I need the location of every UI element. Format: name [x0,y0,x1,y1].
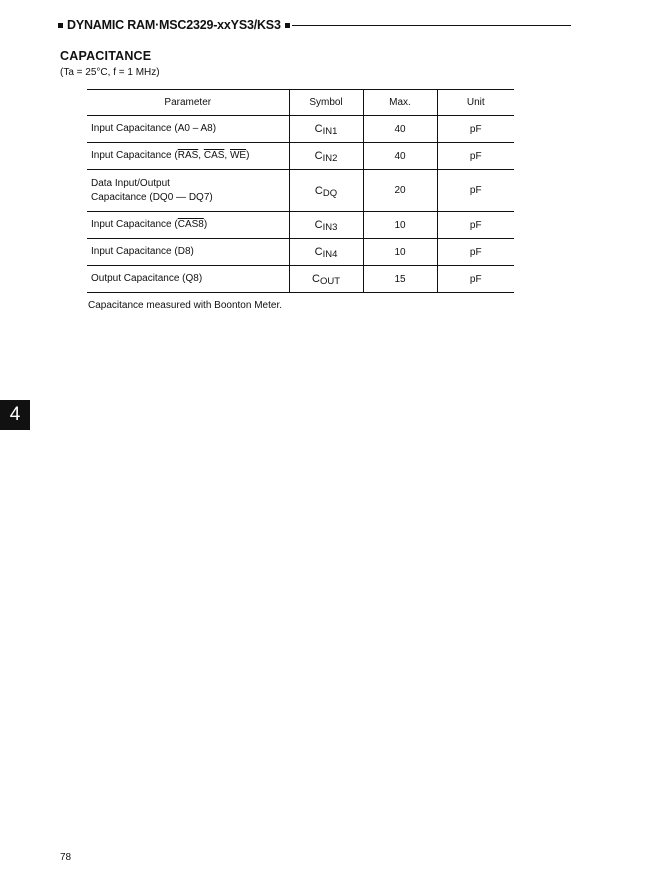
symbol-cell [289,143,363,170]
param-cell [87,266,289,293]
param-text: Input Capacitance ( [91,219,178,230]
bullet-square-icon [58,23,63,28]
signal-we: $\overline{WE}$ [229,150,247,161]
param-text: Input Capacitance (D8) [91,246,194,257]
param-text: Input Capacitance (A0 – A8) [91,123,217,134]
param-cell [87,143,289,170]
unit-cell: pF [437,239,514,266]
col-header-unit: Unit [437,90,514,116]
param-text: Input Capacitance ( [91,150,178,161]
symbol-cell [289,212,363,239]
param-text-suffix: ) [203,219,208,230]
header-rule [292,25,571,26]
param-text: Output Capacitance (Q8) [91,273,203,284]
param-cell [87,239,289,266]
symbol-base: C [314,246,323,258]
symbol-base: C [314,150,323,162]
max-cell: 40 [363,143,437,170]
param-line-2: Capacitance (DQ0 — DQ7) [91,191,213,203]
signal-cas: $\overline{CAS}$ [203,150,225,161]
signal-ras: $\overline{RAS}$ [177,150,199,161]
symbol-cell [289,239,363,266]
col-header-symbol: Symbol [289,90,363,116]
col-header-parameter: Parameter [164,97,212,108]
max-cell: 20 [363,170,437,212]
table-row [87,212,514,239]
unit-cell: pF [437,116,514,143]
section-tab-marker: 4 [0,400,30,430]
signal-cas8: CAS8 [177,219,204,230]
symbol-cell [289,266,363,293]
table-row [87,116,514,143]
param-text-suffix: ) [246,150,250,161]
param-separator: , [224,150,230,161]
table-footnote: Capacitance measured with Boonton Meter. [88,300,282,311]
max-cell: 15 [363,266,437,293]
param-cell [87,212,289,239]
unit-cell: pF [437,143,514,170]
symbol-base: C [314,123,323,135]
max-cell: 10 [363,239,437,266]
symbol-base: C [311,273,320,285]
symbol-cell [289,170,363,212]
table-row [87,266,514,293]
table-header-row [87,90,514,116]
table-row [87,239,514,266]
unit-cell: pF [437,266,514,293]
page-number: 78 [60,852,72,863]
max-cell: 40 [363,116,437,143]
param-cell [87,170,289,212]
unit-cell: pF [437,212,514,239]
table-row [87,170,514,212]
test-conditions: (Ta = 25°C, f = 1 MHz) [60,67,160,78]
table-row [87,143,514,170]
bullet-square-icon [285,23,290,28]
symbol-subscript: IN1 [322,126,338,137]
max-cell: 10 [363,212,437,239]
unit-cell: pF [437,170,514,212]
symbol-base: C [314,219,323,231]
param-line-1: Data Input/Output [91,177,170,189]
symbol-subscript: IN4 [322,249,338,260]
capacitance-table [87,89,514,293]
param-separator: , [198,150,204,161]
symbol-base: C [314,184,323,197]
col-header-max: Max. [363,90,437,116]
param-cell [87,116,289,143]
symbol-subscript: OUT [319,276,340,287]
section-title: CAPACITANCE [60,49,152,63]
page-header [58,17,571,33]
header-title: DYNAMIC RAM·MSC2329-xxYS3/KS3 [67,18,281,32]
symbol-subscript: IN3 [322,222,338,233]
symbol-subscript: DQ [322,187,338,199]
symbol-subscript: IN2 [322,153,338,164]
symbol-cell [289,116,363,143]
